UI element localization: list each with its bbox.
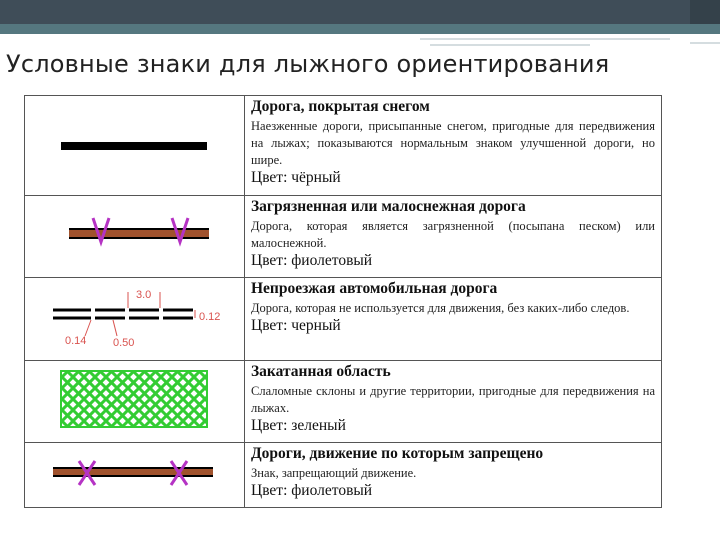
row-color: Цвет: черный (251, 316, 341, 334)
hatch-line (221, 371, 243, 427)
row-text: Дорога, которая является загрязненной (посыпана песком) или малоснежной. (251, 218, 655, 250)
decor-line (690, 42, 720, 44)
row-text: Наезженные дороги, присыпанные снегом, пригодные для передвижения на лыжах; показываются нормальным знаком улучшенной дороги, но шире. (251, 118, 655, 167)
symbol-cell (25, 443, 245, 508)
description-cell (245, 361, 662, 443)
dim-line (85, 320, 91, 336)
dim-label-width: 0.12 (199, 311, 221, 323)
dim-label-thin: 0.14 (65, 335, 87, 347)
description-cell (245, 278, 662, 361)
decor-line (420, 38, 670, 40)
symbol-cell (25, 278, 245, 361)
legend-row (25, 278, 662, 361)
legend-row (25, 96, 662, 196)
hatch-line (232, 371, 243, 427)
legend-table (24, 95, 662, 508)
row-text: Знак, запрещающий движение. (251, 465, 417, 480)
snow-road-symbol (25, 96, 243, 194)
description-cell (245, 443, 662, 508)
legend-row (25, 361, 662, 443)
hatch-line (210, 371, 243, 427)
hatch-line (210, 371, 243, 427)
top-accent-bar (0, 24, 720, 34)
hatch-line (232, 371, 243, 427)
forbidden-road-symbol (25, 443, 243, 506)
description-cell (245, 96, 662, 196)
hatch-line (25, 371, 57, 427)
dim-line (113, 320, 117, 336)
row-heading: Загрязненная или малоснежная дорога (251, 198, 526, 215)
dim-label-dash: 0.50 (113, 337, 135, 349)
description-cell (245, 196, 662, 278)
dashed-double-line (53, 310, 193, 318)
dirty-road-symbol (25, 196, 243, 276)
symbol-cell (25, 96, 245, 196)
row-heading: Дорога, покрытая снегом (251, 98, 430, 115)
row-heading: Непроезжая автомобильная дорога (251, 280, 498, 297)
row-text: Дорога, которая не используется для движения, без каких-либо следов. (251, 300, 630, 315)
slide-title: Условные знаки для лыжного ориентирования (6, 50, 610, 78)
symbol-cell (25, 196, 245, 278)
row-color: Цвет: чёрный (251, 168, 341, 186)
top-bar (0, 0, 720, 24)
row-heading: Дороги, движение по которым запрещено (251, 445, 544, 462)
row-heading: Закатанная область (251, 363, 391, 380)
symbol-cell (25, 361, 245, 443)
impassable-road-symbol (25, 278, 243, 359)
decor-line (430, 44, 590, 46)
black-road-line (61, 142, 207, 150)
row-text: Слаломные склоны и другие территории, пригодные для передвижения на лыжах. (251, 383, 655, 415)
brown-road-fill (69, 229, 209, 238)
corner-decoration (690, 0, 720, 24)
row-color: Цвет: фиолетовый (251, 481, 373, 499)
row-color: Цвет: фиолетовый (251, 251, 373, 269)
dim-label-gap: 3.0 (136, 289, 152, 301)
legend-row (25, 196, 662, 278)
hatch-line (221, 371, 243, 427)
rolled-area-symbol (25, 361, 243, 441)
row-color: Цвет: зеленый (251, 416, 346, 434)
brown-road-fill (53, 468, 213, 476)
hatch-line (25, 371, 57, 427)
legend-row (25, 443, 662, 508)
